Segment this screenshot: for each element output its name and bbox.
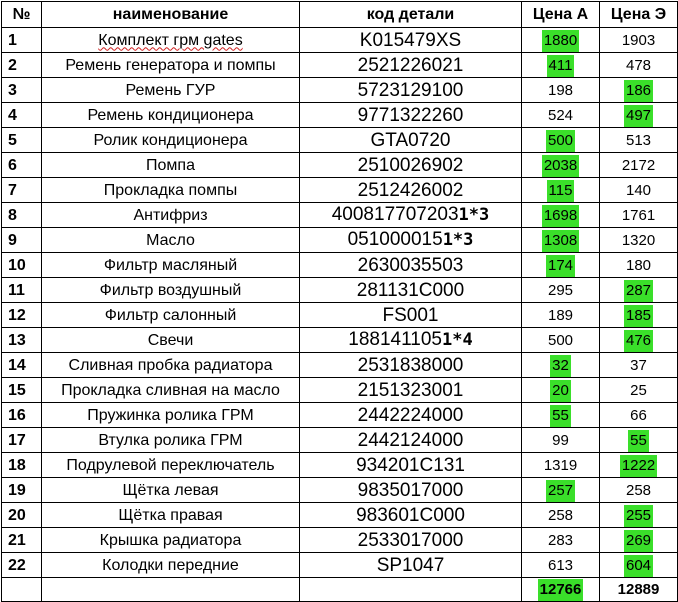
part-name-cell <box>42 303 300 328</box>
part-name: Щётка правая <box>118 506 223 524</box>
table-row <box>2 53 678 78</box>
part-code-cell <box>300 278 522 303</box>
row-number: 5 <box>2 128 42 153</box>
part-name: Колодки передние <box>102 556 239 574</box>
price-a: 99 <box>552 431 569 449</box>
part-code: 281131C000 <box>356 279 465 301</box>
price-e-cell <box>600 428 678 453</box>
table-row <box>2 328 678 353</box>
price-e: 185 <box>624 305 653 327</box>
table-row <box>2 103 678 128</box>
price-a-cell <box>522 153 600 178</box>
part-name-cell <box>42 53 300 78</box>
table-row <box>2 28 678 53</box>
part-name-cell <box>42 28 300 53</box>
part-code: 2533017000 <box>357 529 464 551</box>
price-e-cell <box>600 278 678 303</box>
price-e: 287 <box>624 280 653 302</box>
part-name: Ремень кондиционера <box>87 106 254 124</box>
part-code: 2442224000 <box>357 404 464 426</box>
table-row <box>2 253 678 278</box>
quantity-note: 1*4 <box>441 330 473 350</box>
price-a: 20 <box>550 380 571 402</box>
table-row <box>2 478 678 503</box>
part-code-cell <box>300 128 522 153</box>
price-e: 66 <box>630 406 647 424</box>
price-a-cell <box>522 453 600 478</box>
price-e-cell <box>600 128 678 153</box>
part-name: Масло <box>146 231 195 249</box>
table-row <box>2 128 678 153</box>
totals-code-cell <box>300 578 522 602</box>
price-a-cell <box>522 203 600 228</box>
price-e-cell <box>600 203 678 228</box>
price-e-cell <box>600 503 678 528</box>
price-a-cell <box>522 228 600 253</box>
part-code-cell <box>300 428 522 453</box>
table-row <box>2 353 678 378</box>
price-a: 411 <box>547 55 575 77</box>
part-code: 983601C000 <box>356 504 465 526</box>
price-e: 476 <box>624 330 653 352</box>
price-a: 1880 <box>542 30 579 52</box>
price-e: 25 <box>630 381 647 399</box>
table-body <box>2 28 678 578</box>
price-a: 258 <box>547 506 574 524</box>
row-number: 19 <box>2 478 42 503</box>
price-e: 269 <box>624 530 653 552</box>
part-name: Щётка левая <box>122 481 219 499</box>
part-name-cell <box>42 253 300 278</box>
table-row <box>2 553 678 578</box>
price-a: 1308 <box>542 230 579 252</box>
part-code-cell <box>300 53 522 78</box>
table-row <box>2 503 678 528</box>
part-code-cell <box>300 253 522 278</box>
table-row <box>2 428 678 453</box>
price-a: 1319 <box>543 456 578 474</box>
part-code: GTA0720 <box>370 129 451 151</box>
price-e: 1320 <box>621 231 656 249</box>
part-name-cell <box>42 403 300 428</box>
part-code-cell <box>300 553 522 578</box>
row-number: 17 <box>2 428 42 453</box>
quantity-note: 1*3 <box>458 205 490 225</box>
price-a: 1698 <box>542 205 579 227</box>
price-e: 1761 <box>621 206 656 224</box>
row-number: 21 <box>2 528 42 553</box>
part-name: Фильтр салонный <box>104 306 237 324</box>
part-name-cell <box>42 128 300 153</box>
part-name-cell <box>42 328 300 353</box>
price-a-cell <box>522 428 600 453</box>
part-code-cell <box>300 203 522 228</box>
totals-name-cell <box>42 578 300 602</box>
row-number: 20 <box>2 503 42 528</box>
total-a-cell <box>522 578 600 602</box>
price-e: 1903 <box>621 31 656 49</box>
part-name: Свечи <box>147 331 194 349</box>
price-a: 500 <box>546 130 575 152</box>
price-comparison-table <box>1 1 678 602</box>
header-code: код детали <box>300 2 522 28</box>
part-code-cell <box>300 153 522 178</box>
price-a-cell <box>522 328 600 353</box>
price-a-cell <box>522 553 600 578</box>
row-number: 3 <box>2 78 42 103</box>
price-e-cell <box>600 478 678 503</box>
totals-row <box>2 578 678 602</box>
part-code: 934201C131 <box>356 454 465 476</box>
part-name-cell <box>42 78 300 103</box>
price-a: 55 <box>550 405 571 427</box>
price-e: 604 <box>624 555 653 577</box>
price-a-cell <box>522 53 600 78</box>
row-number: 1 <box>2 28 42 53</box>
table-row <box>2 453 678 478</box>
part-code: 2510026902 <box>357 154 464 176</box>
part-name-cell <box>42 203 300 228</box>
price-a-cell <box>522 253 600 278</box>
price-e: 2172 <box>621 156 656 174</box>
part-code: 2512426002 <box>357 179 464 201</box>
part-name: Подрулевой переключатель <box>66 456 275 474</box>
part-name-cell <box>42 528 300 553</box>
price-e-cell <box>600 328 678 353</box>
price-a: 500 <box>547 331 574 349</box>
price-a-cell <box>522 303 600 328</box>
price-e-cell <box>600 378 678 403</box>
part-name: Ремень генератора и помпы <box>65 56 276 74</box>
part-code-cell <box>300 353 522 378</box>
part-code: 2531838000 <box>357 354 464 376</box>
price-e: 180 <box>625 256 652 274</box>
price-e-cell <box>600 228 678 253</box>
part-code: 2442124000 <box>357 429 464 451</box>
price-a-cell <box>522 178 600 203</box>
price-e-cell <box>600 353 678 378</box>
price-a: 115 <box>547 180 575 202</box>
price-e: 1222 <box>620 455 657 477</box>
part-name-cell <box>42 453 300 478</box>
price-e-cell <box>600 178 678 203</box>
part-name: Антифриз <box>133 206 208 224</box>
part-name: Фильтр масляный <box>103 256 238 274</box>
price-e-cell <box>600 253 678 278</box>
part-name-cell <box>42 553 300 578</box>
price-e-cell <box>600 403 678 428</box>
part-code-cell <box>300 303 522 328</box>
part-name: Комплект грм gates <box>98 31 243 49</box>
part-name-cell <box>42 153 300 178</box>
row-number: 13 <box>2 328 42 353</box>
row-number: 22 <box>2 553 42 578</box>
price-a: 32 <box>550 355 571 377</box>
totals-num-cell <box>2 578 42 602</box>
part-name: Прокладка помпы <box>103 181 238 199</box>
part-name: Крышка радиатора <box>99 531 242 549</box>
table-row <box>2 178 678 203</box>
price-e-cell <box>600 53 678 78</box>
part-name: Ролик кондиционера <box>93 131 248 149</box>
table-row <box>2 78 678 103</box>
price-e: 255 <box>624 505 653 527</box>
row-number: 10 <box>2 253 42 278</box>
part-code-cell <box>300 178 522 203</box>
price-a-cell <box>522 528 600 553</box>
header-price-e: Цена Э <box>600 2 678 28</box>
part-code: 051000015 <box>347 229 443 250</box>
part-name: Втулка ролика ГРМ <box>98 431 243 449</box>
price-a: 524 <box>547 106 574 124</box>
price-e-cell <box>600 553 678 578</box>
table-row <box>2 203 678 228</box>
price-a: 295 <box>547 281 574 299</box>
price-a-cell <box>522 403 600 428</box>
price-a-cell <box>522 78 600 103</box>
part-code-cell <box>300 453 522 478</box>
part-name-cell <box>42 228 300 253</box>
part-name-cell <box>42 103 300 128</box>
part-name: Ремень ГУР <box>125 81 216 99</box>
price-a: 2038 <box>542 155 579 177</box>
table-row <box>2 303 678 328</box>
table-row <box>2 403 678 428</box>
price-e-cell <box>600 453 678 478</box>
total-e: 12889 <box>617 581 660 598</box>
part-name: Помпа <box>146 156 195 174</box>
header-price-a: Цена А <box>522 2 600 28</box>
row-number: 2 <box>2 53 42 78</box>
price-a-cell <box>522 353 600 378</box>
price-e-cell <box>600 528 678 553</box>
price-a-cell <box>522 478 600 503</box>
part-code: 9771322260 <box>357 104 464 126</box>
part-code: 2151323001 <box>357 379 464 401</box>
price-e-cell <box>600 78 678 103</box>
row-number: 18 <box>2 453 42 478</box>
header-row <box>2 2 678 28</box>
part-name-cell <box>42 478 300 503</box>
part-name: Сливная пробка радиатора <box>68 356 273 374</box>
price-a-cell <box>522 128 600 153</box>
header-num: № <box>2 2 42 28</box>
part-code: 9835017000 <box>357 479 464 501</box>
price-a-cell <box>522 278 600 303</box>
total-a: 12766 <box>538 579 584 601</box>
table-row <box>2 228 678 253</box>
part-code-cell <box>300 103 522 128</box>
quantity-note: 1*3 <box>442 230 474 250</box>
price-e: 258 <box>625 481 652 499</box>
part-code-cell <box>300 228 522 253</box>
part-name-cell <box>42 353 300 378</box>
price-a: 283 <box>547 531 574 549</box>
row-number: 12 <box>2 303 42 328</box>
price-a: 189 <box>547 306 574 324</box>
part-code: FS001 <box>382 304 439 326</box>
part-code-cell <box>300 503 522 528</box>
part-code-cell <box>300 28 522 53</box>
price-e: 186 <box>624 80 653 102</box>
row-number: 9 <box>2 228 42 253</box>
part-code: 5723129100 <box>357 79 464 101</box>
price-a: 613 <box>547 556 574 574</box>
row-number: 11 <box>2 278 42 303</box>
row-number: 14 <box>2 353 42 378</box>
price-e: 140 <box>625 181 652 199</box>
price-e: 55 <box>628 430 649 452</box>
price-a: 174 <box>546 255 575 277</box>
table-row <box>2 278 678 303</box>
price-e: 513 <box>625 131 652 149</box>
row-number: 8 <box>2 203 42 228</box>
row-number: 16 <box>2 403 42 428</box>
part-code-cell <box>300 403 522 428</box>
part-code-cell <box>300 78 522 103</box>
header-name: наименование <box>42 2 300 28</box>
price-e-cell <box>600 103 678 128</box>
part-name: Пружинка ролика ГРМ <box>87 406 254 424</box>
row-number: 4 <box>2 103 42 128</box>
part-name-cell <box>42 503 300 528</box>
price-e-cell <box>600 28 678 53</box>
part-name-cell <box>42 428 300 453</box>
part-code: SP1047 <box>376 554 445 576</box>
price-e: 497 <box>624 105 653 127</box>
price-a: 257 <box>546 480 575 502</box>
price-a-cell <box>522 103 600 128</box>
table-row <box>2 528 678 553</box>
part-name-cell <box>42 178 300 203</box>
part-code: K015479XS <box>359 29 462 51</box>
table-row <box>2 378 678 403</box>
part-name-cell <box>42 278 300 303</box>
price-a-cell <box>522 28 600 53</box>
table-row <box>2 153 678 178</box>
row-number: 15 <box>2 378 42 403</box>
part-name-cell <box>42 378 300 403</box>
total-e-cell <box>600 578 678 602</box>
row-number: 6 <box>2 153 42 178</box>
price-a-cell <box>522 378 600 403</box>
price-a-cell <box>522 503 600 528</box>
price-e-cell <box>600 153 678 178</box>
price-e: 478 <box>625 56 652 74</box>
part-code: 2521226021 <box>357 54 464 76</box>
part-name: Прокладка сливная на масло <box>61 381 280 399</box>
part-code-cell <box>300 328 522 353</box>
part-code-cell <box>300 528 522 553</box>
part-code: 2630035503 <box>357 254 464 276</box>
row-number: 7 <box>2 178 42 203</box>
part-name: Фильтр воздушный <box>99 281 242 299</box>
part-code: 400817707203 <box>331 204 459 225</box>
part-code-cell <box>300 478 522 503</box>
part-code-cell <box>300 378 522 403</box>
price-e: 37 <box>630 356 647 374</box>
price-a: 198 <box>547 81 574 99</box>
price-e-cell <box>600 303 678 328</box>
part-code: 188141105 <box>348 329 442 350</box>
